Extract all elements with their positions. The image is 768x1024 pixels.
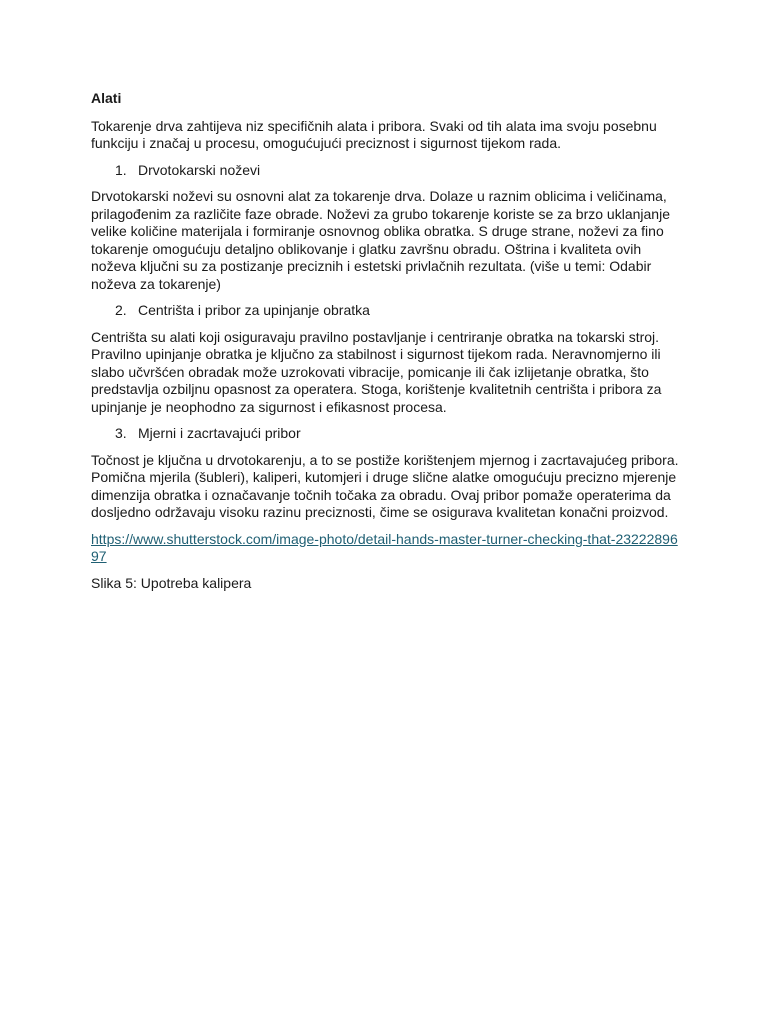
list-number: 3. [115,425,127,441]
list-item-knives [91,162,681,180]
centers-paragraph: Centrišta su alati koji osiguravaju pravilno postavljanje i centriranje obratka na tokarski stroj. Pravilno upinjanje obratka je ključno za stabilnost i sigurnost tijekom rada. Neravnomjerno ili slabo učvršćen obradak može uzrokovati vibracije, pomicanje ili čak izlijetanje obratka, što predstavlja ozbiljnu opasnost za operatera. Stoga, korištenje kvalitetnih centrišta i pribora za upinjanje je neophodno za sigurnost i efikasnost procesa. [91,328,662,415]
figure-caption: Slika 5: Upotreba kalipera [91,574,252,591]
list-number: 2. [115,302,127,318]
document-page [91,90,681,592]
measuring-paragraph: Točnost je ključna u drvotokarenju, a to se postiže korištenjem mjernog i zacrtavajućeg pribora. Pomična mjerila (šubleri), kaliperi, kutomjeri i druge slične alatke omogućuju precizno mjerenje dimenzija obratka i označavanje točnih točaka za obradu. Ovaj pribor pomaže operaterima da dosljedno održavaju visoku razinu preciznosti, čime se osigurava kvalitetan konačni proizvod. [91,451,679,520]
list-item-title: Drvotokarski noževi [138,161,261,178]
section-heading: Alati [91,90,122,106]
list-item-measuring [91,425,681,443]
list-item-title: Mjerni i zacrtavajući pribor [138,425,301,441]
list-number: 1. [115,161,127,178]
knives-paragraph: Drvotokarski noževi su osnovni alat za tokarenje drva. Dolaze u raznim oblicima i veličinama, prilagođenim za različite faze obrade. Noževi za grubo tokarenje koriste se za brzo uklanjanje velike količine materijala i formiranje osnovnog oblika obratka. S druge strane, noževi za fino tokarenje omogućuju detaljno oblikovanje i glatku završnu obradu. Oštrina i kvaliteta ovih noževa ključni su za postizanje preciznih i estetski privlačnih rezultata. (više u temi: Odabir noževa za tokarenje) [91,188,670,292]
list-item-centers [91,302,681,320]
image-source-link[interactable]: https://www.shutterstock.com/image-photo/detail-hands-master-turner-checking-that-2322289697 [91,530,678,564]
intro-paragraph: Tokarenje drva zahtijeva niz specifičnih alata i pribora. Svaki od tih alata ima svoju posebnu funkciju i značaj u procesu, omogućujući preciznost i sigurnost tijekom rada. [91,117,657,151]
list-item-title: Centrišta i pribor za upinjanje obratka [138,302,370,318]
